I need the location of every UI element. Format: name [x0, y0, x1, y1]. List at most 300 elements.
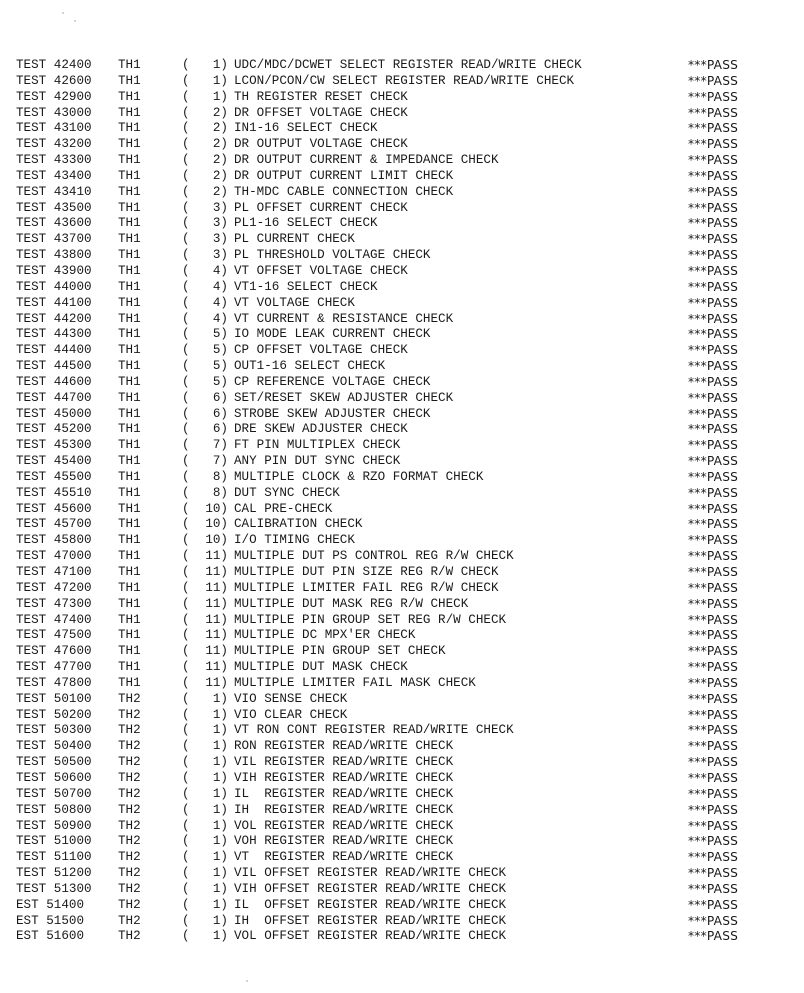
- test-id: TEST 50700: [16, 786, 92, 801]
- scan-speck: [74, 20, 76, 22]
- test-id: TEST 44600: [16, 374, 92, 389]
- open-paren: (: [182, 818, 190, 833]
- open-paren: (: [182, 881, 190, 896]
- result-status: ***PASS: [688, 469, 739, 484]
- test-description: PL THRESHOLD VOLTAGE CHECK: [234, 248, 431, 263]
- open-paren: (: [182, 929, 190, 944]
- log-row: [16, 312, 796, 328]
- test-head: TH1: [118, 359, 141, 374]
- log-row: [16, 850, 796, 866]
- step-number: 6): [212, 406, 228, 421]
- result-status: ***PASS: [688, 897, 739, 912]
- result-status: ***PASS: [688, 327, 739, 342]
- test-id: TEST 43900: [16, 263, 92, 278]
- step-number: 1): [212, 913, 228, 928]
- result-status: ***PASS: [688, 232, 739, 247]
- result-status: ***PASS: [688, 786, 739, 801]
- step-number: 1): [212, 818, 228, 833]
- open-paren: (: [182, 644, 190, 659]
- test-description: OUT1-16 SELECT CHECK: [234, 359, 386, 374]
- test-description: VT REGISTER READ/WRITE CHECK: [234, 850, 454, 865]
- result-status: ***PASS: [688, 707, 739, 722]
- open-paren: (: [182, 390, 190, 405]
- test-head: TH1: [118, 295, 141, 310]
- test-description: VT VOLTAGE CHECK: [234, 295, 355, 310]
- test-id: TEST 45300: [16, 438, 92, 453]
- test-description: IN1-16 SELECT CHECK: [234, 121, 378, 136]
- test-id: TEST 44500: [16, 359, 92, 374]
- open-paren: (: [182, 580, 190, 595]
- test-head: TH1: [118, 406, 141, 421]
- result-status: ***PASS: [688, 644, 739, 659]
- open-paren: (: [182, 105, 190, 120]
- step-number: 3): [212, 216, 228, 231]
- log-row: [16, 454, 796, 470]
- step-number: 1): [212, 802, 228, 817]
- test-head: TH1: [118, 343, 141, 358]
- step-number: 11): [205, 580, 228, 595]
- result-status: ***PASS: [688, 343, 739, 358]
- test-id: TEST 47100: [16, 565, 92, 579]
- open-paren: (: [182, 501, 190, 516]
- result-status: ***PASS: [688, 850, 739, 865]
- test-description: IO MODE LEAK CURRENT CHECK: [234, 327, 431, 342]
- test-head: TH1: [118, 422, 141, 437]
- step-number: 1): [212, 897, 228, 912]
- open-paren: (: [182, 628, 190, 643]
- test-description: CALIBRATION CHECK: [234, 517, 363, 532]
- test-head: TH2: [118, 786, 141, 801]
- test-id: TEST 43600: [16, 216, 92, 231]
- test-id: EST 51500: [16, 913, 85, 928]
- result-status: ***PASS: [688, 596, 739, 611]
- step-number: 1): [212, 786, 228, 801]
- result-status: ***PASS: [688, 105, 739, 120]
- log-row: [16, 470, 796, 486]
- log-row: [16, 121, 796, 137]
- log-row: [16, 407, 796, 423]
- test-description: VT RON CONT REGISTER READ/WRITE CHECK: [234, 723, 514, 738]
- log-row: [16, 723, 796, 739]
- step-number: 5): [212, 359, 228, 374]
- test-description: TH REGISTER RESET CHECK: [234, 89, 408, 104]
- step-number: 10): [205, 501, 228, 516]
- test-head: TH2: [118, 850, 141, 865]
- open-paren: (: [182, 913, 190, 928]
- log-row: [16, 375, 796, 391]
- log-row: [16, 185, 796, 201]
- log-row: [16, 581, 796, 597]
- result-status: ***PASS: [688, 121, 739, 136]
- open-paren: (: [182, 327, 190, 342]
- step-number: 11): [205, 549, 228, 564]
- test-head: TH1: [118, 438, 141, 453]
- result-status: ***PASS: [688, 248, 739, 263]
- log-row: [16, 438, 796, 454]
- step-number: 2): [212, 121, 228, 136]
- log-row: [16, 502, 796, 518]
- test-head: TH1: [118, 311, 141, 326]
- test-head: TH1: [118, 184, 141, 199]
- test-head: TH1: [118, 390, 141, 405]
- open-paren: (: [182, 707, 190, 722]
- test-id: TEST 47800: [16, 675, 92, 690]
- result-status: ***PASS: [688, 374, 739, 389]
- step-number: 8): [212, 485, 228, 500]
- step-number: 1): [212, 73, 228, 88]
- log-row: [16, 327, 796, 343]
- test-description: DRE SKEW ADJUSTER CHECK: [234, 422, 408, 437]
- open-paren: (: [182, 248, 190, 263]
- open-paren: (: [182, 422, 190, 437]
- test-id: TEST 43000: [16, 105, 92, 120]
- log-row: [16, 644, 796, 660]
- test-id: TEST 50200: [16, 707, 92, 722]
- test-description: MULTIPLE DC MPX'ER CHECK: [234, 628, 416, 643]
- step-number: 1): [212, 755, 228, 770]
- open-paren: (: [182, 73, 190, 88]
- result-status: ***PASS: [688, 153, 739, 168]
- test-description: DUT SYNC CHECK: [234, 485, 340, 500]
- test-id: TEST 50500: [16, 755, 92, 770]
- open-paren: (: [182, 675, 190, 690]
- result-status: ***PASS: [688, 866, 739, 881]
- open-paren: (: [182, 232, 190, 247]
- result-status: ***PASS: [688, 89, 739, 104]
- test-head: TH1: [118, 469, 141, 484]
- test-description: VIH REGISTER READ/WRITE CHECK: [234, 770, 454, 785]
- log-row: [16, 565, 796, 581]
- scan-speck: [246, 980, 248, 982]
- open-paren: (: [182, 691, 190, 706]
- test-id: TEST 43100: [16, 121, 92, 136]
- open-paren: (: [182, 137, 190, 152]
- test-description: MULTIPLE PIN GROUP SET REG R/W CHECK: [234, 612, 507, 627]
- open-paren: (: [182, 89, 190, 104]
- open-paren: (: [182, 121, 190, 136]
- test-description: DR OUTPUT CURRENT LIMIT CHECK: [234, 168, 454, 183]
- log-row: [16, 929, 796, 945]
- result-status: ***PASS: [688, 723, 739, 738]
- log-row: [16, 216, 796, 232]
- step-number: 1): [212, 691, 228, 706]
- test-id: TEST 47300: [16, 596, 92, 611]
- result-status: ***PASS: [688, 200, 739, 215]
- test-head: TH2: [118, 897, 141, 912]
- result-status: ***PASS: [688, 533, 739, 548]
- test-log-printout: [16, 58, 796, 945]
- step-number: 11): [205, 596, 228, 611]
- test-id: TEST 50400: [16, 739, 92, 754]
- open-paren: (: [182, 802, 190, 817]
- test-description: PL1-16 SELECT CHECK: [234, 216, 378, 231]
- log-row: [16, 914, 796, 930]
- open-paren: (: [182, 866, 190, 881]
- log-row: [16, 692, 796, 708]
- log-row: [16, 90, 796, 106]
- open-paren: (: [182, 454, 190, 469]
- step-number: 4): [212, 279, 228, 294]
- open-paren: (: [182, 770, 190, 785]
- step-number: 2): [212, 105, 228, 120]
- test-id: TEST 44100: [16, 295, 92, 310]
- log-row: [16, 296, 796, 312]
- open-paren: (: [182, 295, 190, 310]
- step-number: 11): [205, 660, 228, 675]
- test-description: VT CURRENT & RESISTANCE CHECK: [234, 311, 454, 326]
- test-id: TEST 45800: [16, 533, 92, 548]
- result-status: ***PASS: [688, 517, 739, 532]
- test-description: RON REGISTER READ/WRITE CHECK: [234, 739, 454, 754]
- test-head: TH2: [118, 770, 141, 785]
- step-number: 1): [212, 929, 228, 944]
- test-head: TH2: [118, 755, 141, 770]
- test-id: TEST 51100: [16, 850, 92, 865]
- log-row: [16, 58, 796, 74]
- log-row: [16, 613, 796, 629]
- test-id: TEST 50300: [16, 723, 92, 738]
- test-id: TEST 45500: [16, 469, 92, 484]
- test-id: TEST 47600: [16, 644, 92, 659]
- test-description: STROBE SKEW ADJUSTER CHECK: [234, 406, 431, 421]
- log-row: [16, 486, 796, 502]
- test-head: TH1: [118, 675, 141, 690]
- test-description: MULTIPLE CLOCK & RZO FORMAT CHECK: [234, 469, 484, 484]
- open-paren: (: [182, 897, 190, 912]
- step-number: 11): [205, 675, 228, 690]
- result-status: ***PASS: [688, 58, 739, 72]
- test-id: TEST 45000: [16, 406, 92, 421]
- step-number: 1): [212, 770, 228, 785]
- step-number: 6): [212, 422, 228, 437]
- test-description: IH REGISTER READ/WRITE CHECK: [234, 802, 454, 817]
- open-paren: (: [182, 469, 190, 484]
- result-status: ***PASS: [688, 612, 739, 627]
- step-number: 5): [212, 327, 228, 342]
- test-description: IL OFFSET REGISTER READ/WRITE CHECK: [234, 897, 507, 912]
- log-row: [16, 137, 796, 153]
- test-id: TEST 47700: [16, 660, 92, 675]
- test-description: PL CURRENT CHECK: [234, 232, 355, 247]
- test-description: VOH REGISTER READ/WRITE CHECK: [234, 834, 454, 849]
- log-row: [16, 391, 796, 407]
- open-paren: (: [182, 660, 190, 675]
- result-status: ***PASS: [688, 311, 739, 326]
- step-number: 1): [212, 850, 228, 865]
- test-id: TEST 43300: [16, 153, 92, 168]
- result-status: ***PASS: [688, 675, 739, 690]
- open-paren: (: [182, 739, 190, 754]
- log-row: [16, 106, 796, 122]
- result-status: ***PASS: [688, 913, 739, 928]
- open-paren: (: [182, 343, 190, 358]
- test-id: TEST 51000: [16, 834, 92, 849]
- open-paren: (: [182, 596, 190, 611]
- log-row: [16, 803, 796, 819]
- test-head: TH1: [118, 153, 141, 168]
- test-head: TH1: [118, 216, 141, 231]
- result-status: ***PASS: [688, 438, 739, 453]
- step-number: 1): [212, 89, 228, 104]
- test-id: TEST 43400: [16, 168, 92, 183]
- test-id: TEST 47200: [16, 580, 92, 595]
- test-description: FT PIN MULTIPLEX CHECK: [234, 438, 401, 453]
- log-row: [16, 359, 796, 375]
- log-row: [16, 549, 796, 565]
- log-row: [16, 422, 796, 438]
- log-row: [16, 343, 796, 359]
- log-row: [16, 280, 796, 296]
- test-id: TEST 44700: [16, 390, 92, 405]
- test-id: TEST 50800: [16, 802, 92, 817]
- log-row: [16, 153, 796, 169]
- step-number: 4): [212, 295, 228, 310]
- step-number: 1): [212, 834, 228, 849]
- result-status: ***PASS: [688, 359, 739, 374]
- test-head: TH1: [118, 105, 141, 120]
- open-paren: (: [182, 279, 190, 294]
- step-number: 2): [212, 184, 228, 199]
- test-head: TH1: [118, 628, 141, 643]
- log-row: [16, 660, 796, 676]
- result-status: ***PASS: [688, 628, 739, 643]
- test-head: TH1: [118, 73, 141, 88]
- test-head: TH1: [118, 279, 141, 294]
- test-id: TEST 51300: [16, 881, 92, 896]
- result-status: ***PASS: [688, 485, 739, 500]
- test-description: MULTIPLE DUT MASK CHECK: [234, 660, 408, 675]
- test-id: TEST 44400: [16, 343, 92, 358]
- test-id: TEST 44300: [16, 327, 92, 342]
- test-head: TH2: [118, 913, 141, 928]
- test-description: VOL REGISTER READ/WRITE CHECK: [234, 818, 454, 833]
- test-id: TEST 43500: [16, 200, 92, 215]
- test-id: TEST 47000: [16, 549, 92, 564]
- open-paren: (: [182, 485, 190, 500]
- result-status: ***PASS: [688, 406, 739, 421]
- result-status: ***PASS: [688, 691, 739, 706]
- test-description: SET/RESET SKEW ADJUSTER CHECK: [234, 390, 454, 405]
- open-paren: (: [182, 311, 190, 326]
- open-paren: (: [182, 58, 190, 72]
- test-id: TEST 45200: [16, 422, 92, 437]
- test-description: VIL REGISTER READ/WRITE CHECK: [234, 755, 454, 770]
- test-head: TH2: [118, 834, 141, 849]
- result-status: ***PASS: [688, 390, 739, 405]
- test-description: MULTIPLE PIN GROUP SET CHECK: [234, 644, 446, 659]
- open-paren: (: [182, 359, 190, 374]
- step-number: 1): [212, 866, 228, 881]
- test-head: TH2: [118, 818, 141, 833]
- step-number: 8): [212, 469, 228, 484]
- result-status: ***PASS: [688, 137, 739, 152]
- test-id: TEST 44000: [16, 279, 92, 294]
- result-status: ***PASS: [688, 770, 739, 785]
- log-row: [16, 787, 796, 803]
- result-status: ***PASS: [688, 660, 739, 675]
- result-status: ***PASS: [688, 422, 739, 437]
- test-head: TH1: [118, 644, 141, 659]
- log-row: [16, 819, 796, 835]
- step-number: 4): [212, 263, 228, 278]
- test-description: IH OFFSET REGISTER READ/WRITE CHECK: [234, 913, 507, 928]
- step-number: 5): [212, 374, 228, 389]
- test-description: CP OFFSET VOLTAGE CHECK: [234, 343, 408, 358]
- test-head: TH2: [118, 929, 141, 944]
- test-head: TH1: [118, 263, 141, 278]
- test-head: TH1: [118, 533, 141, 548]
- step-number: 1): [212, 881, 228, 896]
- test-description: PL OFFSET CURRENT CHECK: [234, 200, 408, 215]
- result-status: ***PASS: [688, 549, 739, 564]
- result-status: ***PASS: [688, 501, 739, 516]
- step-number: 3): [212, 232, 228, 247]
- step-number: 3): [212, 200, 228, 215]
- test-head: TH1: [118, 137, 141, 152]
- step-number: 4): [212, 311, 228, 326]
- test-description: DR OUTPUT CURRENT & IMPEDANCE CHECK: [234, 153, 499, 168]
- test-id: EST 51400: [16, 897, 85, 912]
- test-head: TH1: [118, 660, 141, 675]
- result-status: ***PASS: [688, 881, 739, 896]
- test-head: TH2: [118, 802, 141, 817]
- test-head: TH2: [118, 739, 141, 754]
- open-paren: (: [182, 549, 190, 564]
- step-number: 11): [205, 628, 228, 643]
- step-number: 10): [205, 533, 228, 548]
- test-description: TH-MDC CABLE CONNECTION CHECK: [234, 184, 454, 199]
- log-row: [16, 201, 796, 217]
- test-description: DR OUTPUT VOLTAGE CHECK: [234, 137, 408, 152]
- test-head: TH1: [118, 454, 141, 469]
- open-paren: (: [182, 834, 190, 849]
- log-row: [16, 74, 796, 90]
- test-description: CAL PRE-CHECK: [234, 501, 333, 516]
- test-head: TH1: [118, 58, 141, 72]
- step-number: 11): [205, 565, 228, 579]
- open-paren: (: [182, 850, 190, 865]
- test-id: TEST 45510: [16, 485, 92, 500]
- test-head: TH1: [118, 168, 141, 183]
- open-paren: (: [182, 216, 190, 231]
- test-id: TEST 42600: [16, 73, 92, 88]
- open-paren: (: [182, 517, 190, 532]
- open-paren: (: [182, 184, 190, 199]
- test-id: TEST 43200: [16, 137, 92, 152]
- log-row: [16, 866, 796, 882]
- test-head: TH1: [118, 612, 141, 627]
- open-paren: (: [182, 612, 190, 627]
- log-row: [16, 882, 796, 898]
- result-status: ***PASS: [688, 295, 739, 310]
- open-paren: (: [182, 200, 190, 215]
- log-row: [16, 264, 796, 280]
- test-head: TH1: [118, 580, 141, 595]
- test-head: TH1: [118, 596, 141, 611]
- test-head: TH1: [118, 327, 141, 342]
- step-number: 11): [205, 612, 228, 627]
- test-description: MULTIPLE DUT MASK REG R/W CHECK: [234, 596, 469, 611]
- test-head: TH1: [118, 374, 141, 389]
- step-number: 11): [205, 644, 228, 659]
- test-id: TEST 50600: [16, 770, 92, 785]
- log-row: [16, 676, 796, 692]
- result-status: ***PASS: [688, 168, 739, 183]
- log-row: [16, 739, 796, 755]
- test-head: TH2: [118, 881, 141, 896]
- result-status: ***PASS: [688, 73, 739, 88]
- test-description: IL REGISTER READ/WRITE CHECK: [234, 786, 454, 801]
